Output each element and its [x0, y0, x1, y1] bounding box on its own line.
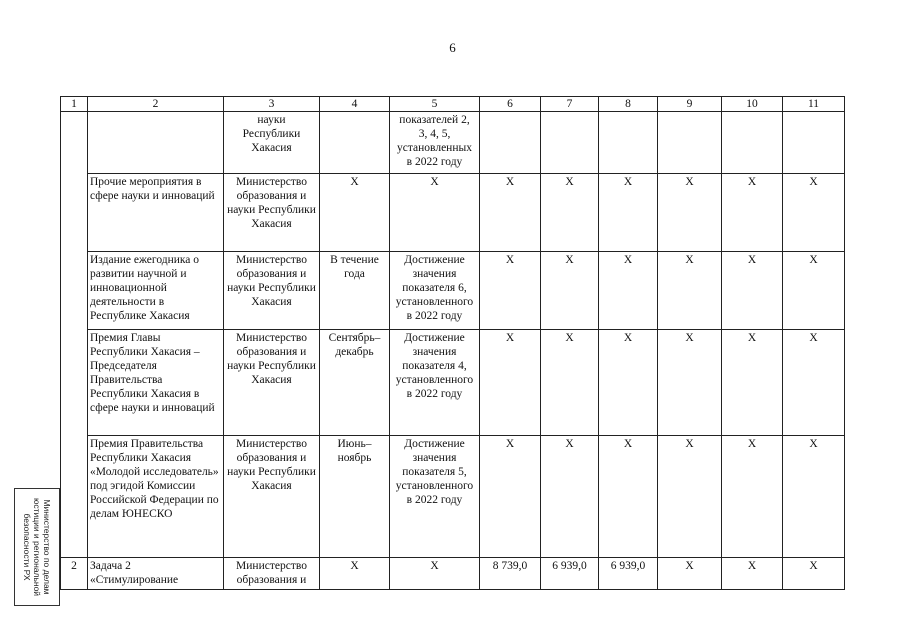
executor-cell: Министерство образования и науки Республики Хакасия	[224, 436, 320, 558]
value-cell: Х	[722, 436, 783, 558]
column-number: 9	[658, 97, 722, 112]
value-cell: Х	[658, 174, 722, 252]
event-name-cell: Издание ежегодника о развитии научной и инновационной деятельности в Республике Хакасия	[88, 252, 224, 330]
result-cell: Достижение значения показателя 4, установленного в 2022 году	[390, 330, 480, 436]
value-cell: Х	[783, 252, 845, 330]
value-cell: 6 939,0	[541, 558, 599, 590]
value-cell: Х	[599, 330, 658, 436]
event-name-cell: Прочие мероприятия в сфере науки и инноваций	[88, 174, 224, 252]
event-name-cell: Задача 2 «Стимулирование	[88, 558, 224, 590]
value-cell: Х	[658, 252, 722, 330]
result-cell: Х	[390, 174, 480, 252]
value-cell: Х	[599, 252, 658, 330]
value-cell: Х	[599, 436, 658, 558]
result-cell: Х	[390, 558, 480, 590]
value-cell: Х	[541, 436, 599, 558]
table-row	[61, 436, 845, 558]
value-cell: Х	[541, 330, 599, 436]
value-cell	[480, 112, 541, 174]
executor-cell: Министерство образования и науки Республики Хакасия	[224, 174, 320, 252]
value-cell	[783, 112, 845, 174]
value-cell: Х	[783, 436, 845, 558]
value-cell: Х	[783, 558, 845, 590]
result-cell: Достижение значения показателя 5, установленного в 2022 году	[390, 436, 480, 558]
event-name-cell	[88, 112, 224, 174]
value-cell	[658, 112, 722, 174]
executor-cell: науки Республики Хакасия	[224, 112, 320, 174]
registration-stamp	[14, 488, 60, 606]
column-number: 10	[722, 97, 783, 112]
value-cell: Х	[541, 174, 599, 252]
column-number: 7	[541, 97, 599, 112]
value-cell: Х	[480, 436, 541, 558]
value-cell	[541, 112, 599, 174]
value-cell: Х	[658, 436, 722, 558]
result-cell: показателей 2, 3, 4, 5, установленных в 2022 году	[390, 112, 480, 174]
term-cell	[320, 112, 390, 174]
table-row	[61, 112, 845, 174]
column-number: 1	[61, 97, 88, 112]
value-cell: 8 739,0	[480, 558, 541, 590]
activities-table	[60, 96, 845, 590]
table-row	[61, 252, 845, 330]
column-number: 6	[480, 97, 541, 112]
term-cell: Сентябрь–декабрь	[320, 330, 390, 436]
executor-cell: Министерство образования и науки Республики Хакасия	[224, 330, 320, 436]
column-number: 2	[88, 97, 224, 112]
value-cell: Х	[599, 174, 658, 252]
value-cell: Х	[480, 174, 541, 252]
value-cell: Х	[722, 252, 783, 330]
event-name-cell: Премия Правительства Республики Хакасия «Молодой исследователь» под эгидой Комиссии Российской Федерации по делам ЮНЕСКО	[88, 436, 224, 558]
value-cell: 6 939,0	[599, 558, 658, 590]
stamp-text: Министерство по делам юстиции и региональной безопасности РХ	[22, 497, 52, 597]
term-cell: Х	[320, 174, 390, 252]
value-cell: Х	[658, 558, 722, 590]
value-cell: Х	[722, 330, 783, 436]
page-number: 6	[449, 40, 456, 55]
value-cell: Х	[722, 174, 783, 252]
value-cell	[599, 112, 658, 174]
term-cell: В течение года	[320, 252, 390, 330]
table-row	[61, 558, 845, 590]
value-cell: Х	[783, 174, 845, 252]
column-number: 5	[390, 97, 480, 112]
column-number: 8	[599, 97, 658, 112]
result-cell: Достижение значения показателя 6, установленного в 2022 году	[390, 252, 480, 330]
table-row	[61, 330, 845, 436]
column-number-row	[61, 97, 845, 112]
row-number-cell	[61, 112, 88, 558]
value-cell: Х	[722, 558, 783, 590]
table-row	[61, 174, 845, 252]
row-number-cell: 2	[61, 558, 88, 590]
column-number: 4	[320, 97, 390, 112]
term-cell: Х	[320, 558, 390, 590]
column-number: 11	[783, 97, 845, 112]
column-number: 3	[224, 97, 320, 112]
value-cell: Х	[541, 252, 599, 330]
term-cell: Июнь–ноябрь	[320, 436, 390, 558]
value-cell: Х	[783, 330, 845, 436]
executor-cell: Министерство образования и науки Республики Хакасия	[224, 252, 320, 330]
value-cell: Х	[480, 252, 541, 330]
event-name-cell: Премия Главы Республики Хакасия – Председателя Правительства Республики Хакасия в сфере науки и инноваций	[88, 330, 224, 436]
value-cell	[722, 112, 783, 174]
executor-cell: Министерство образования и	[224, 558, 320, 590]
value-cell: Х	[480, 330, 541, 436]
value-cell: Х	[658, 330, 722, 436]
